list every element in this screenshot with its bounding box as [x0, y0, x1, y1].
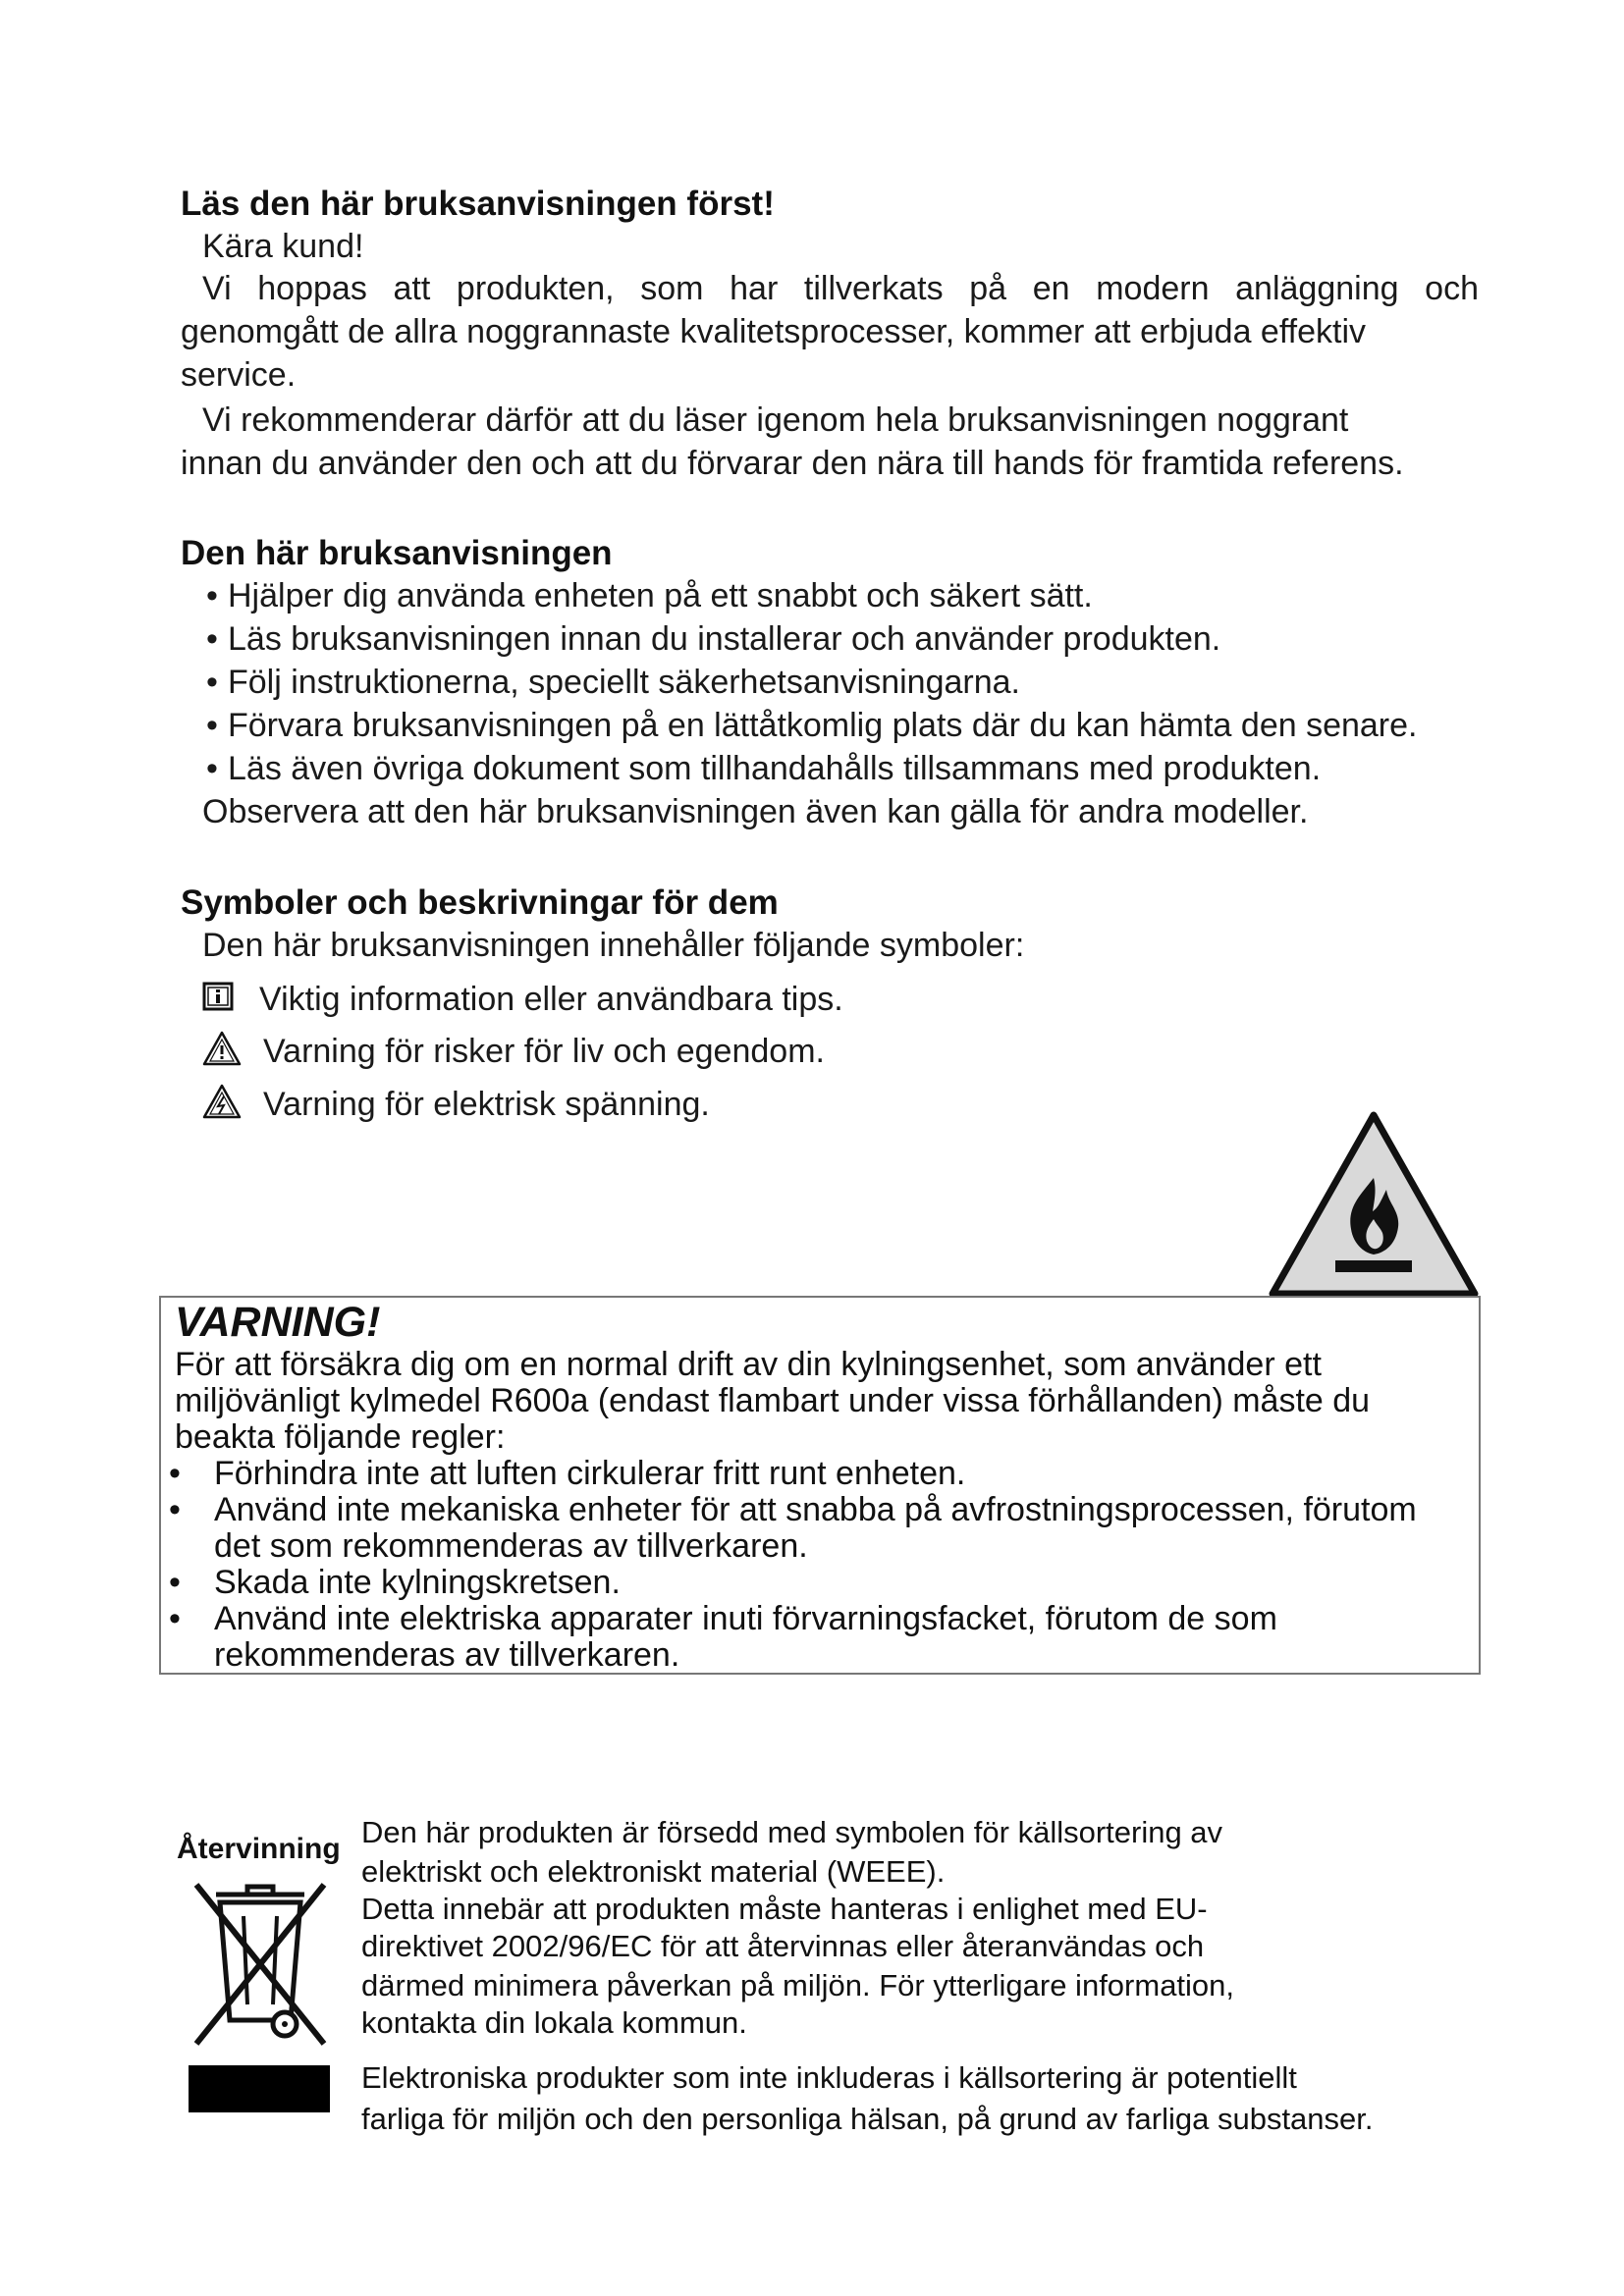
bullet-dot: • [169, 1491, 181, 1528]
weee-text-line: kontakta din lokala kommun. [361, 2005, 747, 2040]
bullet-dot: • [169, 1600, 181, 1637]
weee-text-line: direktivet 2002/96/EC för att återvinnas eller återanvändas och [361, 1929, 1205, 1963]
warning-rule: Använd inte elektriska apparater inuti förvarningsfacket, förutom de som [214, 1600, 1277, 1637]
warning-intro-line: miljövänligt kylmedel R600a (endast flambart under vissa förhållanden) måste du [175, 1382, 1371, 1419]
electric-warning-icon [202, 1084, 242, 1119]
section-heading-this-manual: Den här bruksanvisningen [181, 534, 613, 572]
weee-hazard-line: farliga för miljön och den personliga hälsan, på grund av farliga substanser. [361, 2102, 1374, 2136]
bullet-dot: • [169, 1564, 181, 1601]
intro-paragraph-line: service. [181, 356, 297, 394]
manual-bullet-item: • Läs bruksanvisningen innan du installerar och använder produkten. [206, 617, 1220, 661]
weee-black-bar [189, 2065, 330, 2112]
intro-paragraph-line: Vi hoppas att produkten, som har tillverkats på en modern anläggning och [202, 270, 1479, 307]
weee-text-line: Detta innebär att produkten måste hanteras i enlighet med EU- [361, 1892, 1208, 1926]
warning-box [159, 1296, 1481, 1675]
section-heading-read-first: Läs den här bruksanvisningen först! [181, 185, 775, 223]
symbol-description: Varning för risker för liv och egendom. [263, 1033, 825, 1070]
models-note: Observera att den här bruksanvisningen även kan gälla för andra modeller. [202, 793, 1309, 830]
flammable-warning-icon [1267, 1109, 1481, 1300]
manual-bullet-item: • Hjälper dig använda enheten på ett snabbt och säkert sätt. [206, 574, 1093, 617]
warning-rule-continuation: rekommenderas av tillverkaren. [214, 1636, 680, 1674]
bullet-dot: • [169, 1455, 181, 1492]
warning-rule-continuation: det som rekommenderas av tillverkaren. [214, 1527, 808, 1565]
greeting: Kära kund! [202, 228, 364, 265]
recommendation-paragraph-line: Vi rekommenderar därför att du läser igenom hela bruksanvisningen noggrant [202, 401, 1349, 439]
info-icon [202, 982, 234, 1011]
symbols-intro: Den här bruksanvisningen innehåller följande symboler: [202, 927, 1025, 964]
warning-intro-line: För att försäkra dig om en normal drift av din kylningsenhet, som använder ett [175, 1346, 1322, 1383]
section-heading-symbols: Symboler och beskrivningar för dem [181, 883, 779, 922]
weee-text-line: därmed minimera påverkan på miljön. För ytterligare information, [361, 1968, 1235, 2002]
recycling-label: Återvinning [177, 1833, 341, 1865]
manual-bullet-item: • Läs även övriga dokument som tillhandahålls tillsammans med produkten. [206, 747, 1321, 790]
warning-intro-line: beakta följande regler: [175, 1418, 506, 1456]
recommendation-paragraph-line: innan du använder den och att du förvarar den nära till hands för framtida referens. [181, 445, 1404, 482]
warning-triangle-icon [202, 1031, 242, 1066]
weee-text-line: Den här produkten är försedd med symbolen för källsortering av [361, 1815, 1223, 1849]
weee-hazard-line: Elektroniska produkter som inte inkluderas i källsortering är potentiellt [361, 2060, 1297, 2095]
weee-text-line: elektriskt och elektroniskt material (WEEE). [361, 1854, 946, 1889]
symbol-description: Viktig information eller användbara tips. [259, 981, 843, 1018]
warning-rule: Använd inte mekaniska enheter för att snabba på avfrostningsprocessen, förutom [214, 1491, 1417, 1528]
intro-paragraph-line: genomgått de allra noggrannaste kvalitetsprocesser, kommer att erbjuda effektiv [181, 313, 1367, 350]
warning-title: VARNING! [175, 1299, 381, 1346]
manual-bullet-item: • Förvara bruksanvisningen på en lättåtkomlig plats där du kan hämta den senare. [206, 704, 1417, 747]
warning-rule: Förhindra inte att luften cirkulerar fritt runt enheten. [214, 1455, 966, 1492]
manual-bullet-item: • Följ instruktionerna, speciellt säkerhetsanvisningarna. [206, 661, 1020, 704]
warning-rule: Skada inte kylningskretsen. [214, 1564, 621, 1601]
symbol-description: Varning för elektrisk spänning. [263, 1086, 710, 1123]
weee-bin-icon [187, 1877, 334, 2050]
